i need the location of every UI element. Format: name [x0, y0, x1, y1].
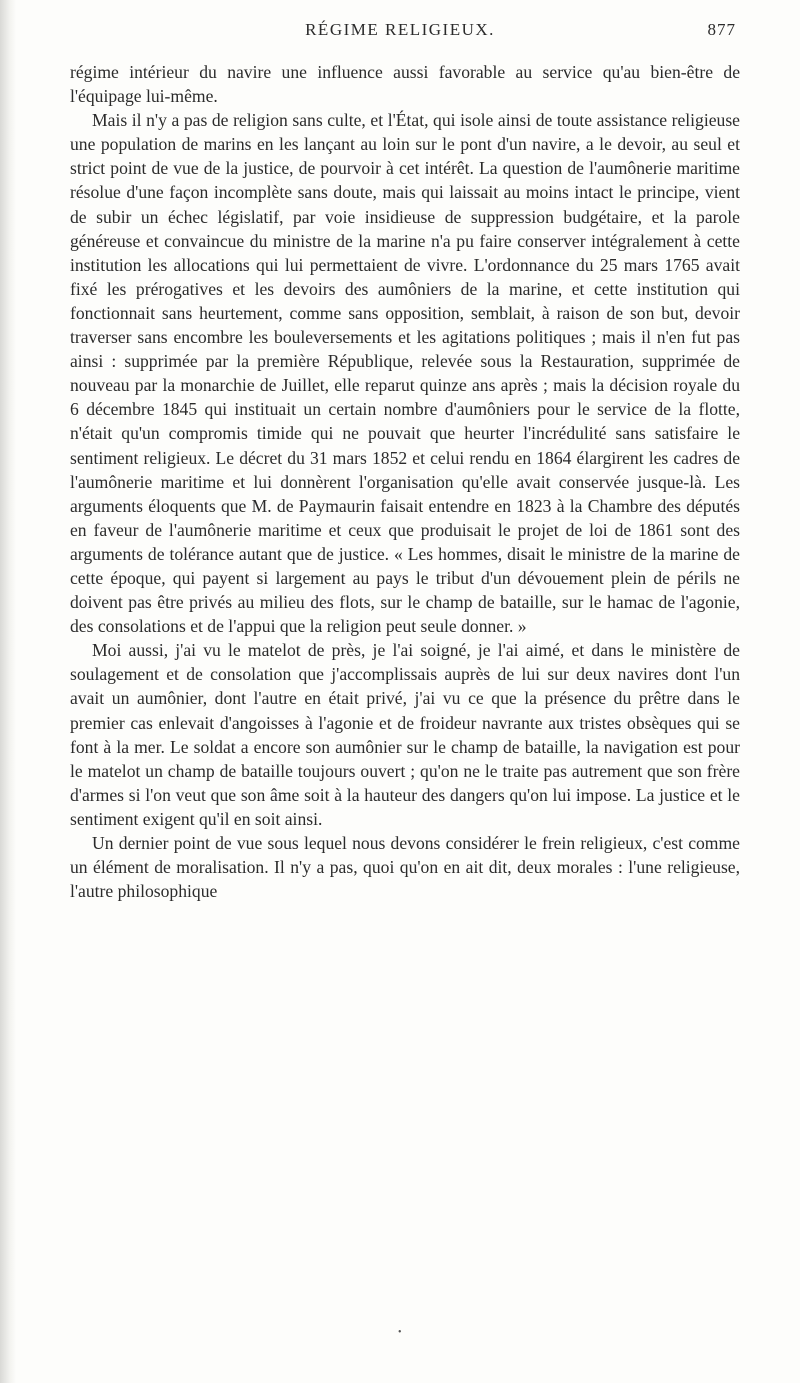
print-mark: •: [398, 1327, 402, 1338]
running-title: RÉGIME RELIGIEUX.: [305, 20, 495, 39]
page-number: 877: [707, 20, 736, 39]
paragraph-moralisation: Un dernier point de vue sous lequel nous devons considérer le frein religieux, c'est comme un élément de moralisation. Il n'y a pas, quoi qu'on en ait dit, deux morales : l'une religieuse, l'autre philosophique: [70, 833, 740, 902]
page-header: [0, 20, 800, 44]
paragraph-religion-cult: Mais il n'y a pas de religion sans culte, et l'État, qui isole ainsi de toute assistance religieuse une population de marins en les lançant au loin sur le pont d'un navire, a le devoir, au seul et strict point de vue de la justice, de pourvoir à cet intérêt. La question de l'aumônerie maritime résolue d'une façon incomplète sans doute, mais qui laissait au moins intact le principe, vient de subir un échec législatif, par voie insidieuse de suppression budgétaire, et la parole généreuse et convaincue du ministre de la marine n'a pu faire conserver intégralement à cette institution les allocations qui lui permettaient de vivre. L'ordonnance du 25 mars 1765 avait fixé les prérogatives et les devoirs des aumôniers de la marine, et cette institution qui fonctionnait sans heurtement, comme sans opposition, semblait, à raison de son but, devoir traverser sans encombre les bouleversements et les agitations politiques ; mais il n'en fut pas ainsi : supprimée par la première République, relevée sous la Restauration, supprimée de nouveau par la monarchie de Juillet, elle reparut quinze ans après ; mais la décision royale du 6 décembre 1845 qui instituait un certain nombre d'aumôniers pour le service de la flotte, n'était qu'un compromis timide qui ne pouvait que heurter l'incrédulité sans satisfaire le sentiment religieux. Le décret du 31 mars 1852 et celui rendu en 1864 élargirent les cadres de l'aumônerie maritime et lui donnèrent l'organisation qu'elle avait conservée jusque-là. Les arguments éloquents que M. de Paymaurin faisait entendre en 1823 à la Chambre des députés en faveur de l'aumônerie maritime et ceux que produisait le projet de loi de 1861 sont des arguments de tolérance autant que de justice. « Les hommes, disait le ministre de la marine de cette époque, qui payent si largement au pays le tribut d'un dévouement plein de périls ne doivent pas être privés au milieu des flots, sur le champ de bataille, sur le hamac de l'agonie, des consolations et de l'appui que la religion peut seule donner. »: [70, 110, 740, 637]
paragraph-author-testimony: Moi aussi, j'ai vu le matelot de près, je l'ai soigné, je l'ai aimé, et dans le ministère de soulagement et de consolation que j'accomplissais auprès de lui sur deux navires dont l'un avait un aumônier, dont l'autre en était privé, j'ai vu ce que la présence du prêtre dans le premier cas enlevait d'angoisses à l'agonie et de froideur navrante aux tristes obsèques qui se font à la mer. Le soldat a encore son aumônier sur le champ de bataille, la navigation est pour le matelot un champ de bataille toujours ouvert ; qu'on ne le traite pas autrement que son frère d'armes si l'on veut que son âme soit à la hauteur des dangers qu'on lui impose. La justice et le sentiment exigent qu'il en soit ainsi.: [70, 640, 740, 829]
paragraph-continued: régime intérieur du navire une influence aussi favorable au service qu'au bien-être de l'équipage lui-même.: [70, 62, 740, 107]
page-gutter-shadow: [0, 0, 16, 1383]
body-text: [70, 60, 740, 903]
